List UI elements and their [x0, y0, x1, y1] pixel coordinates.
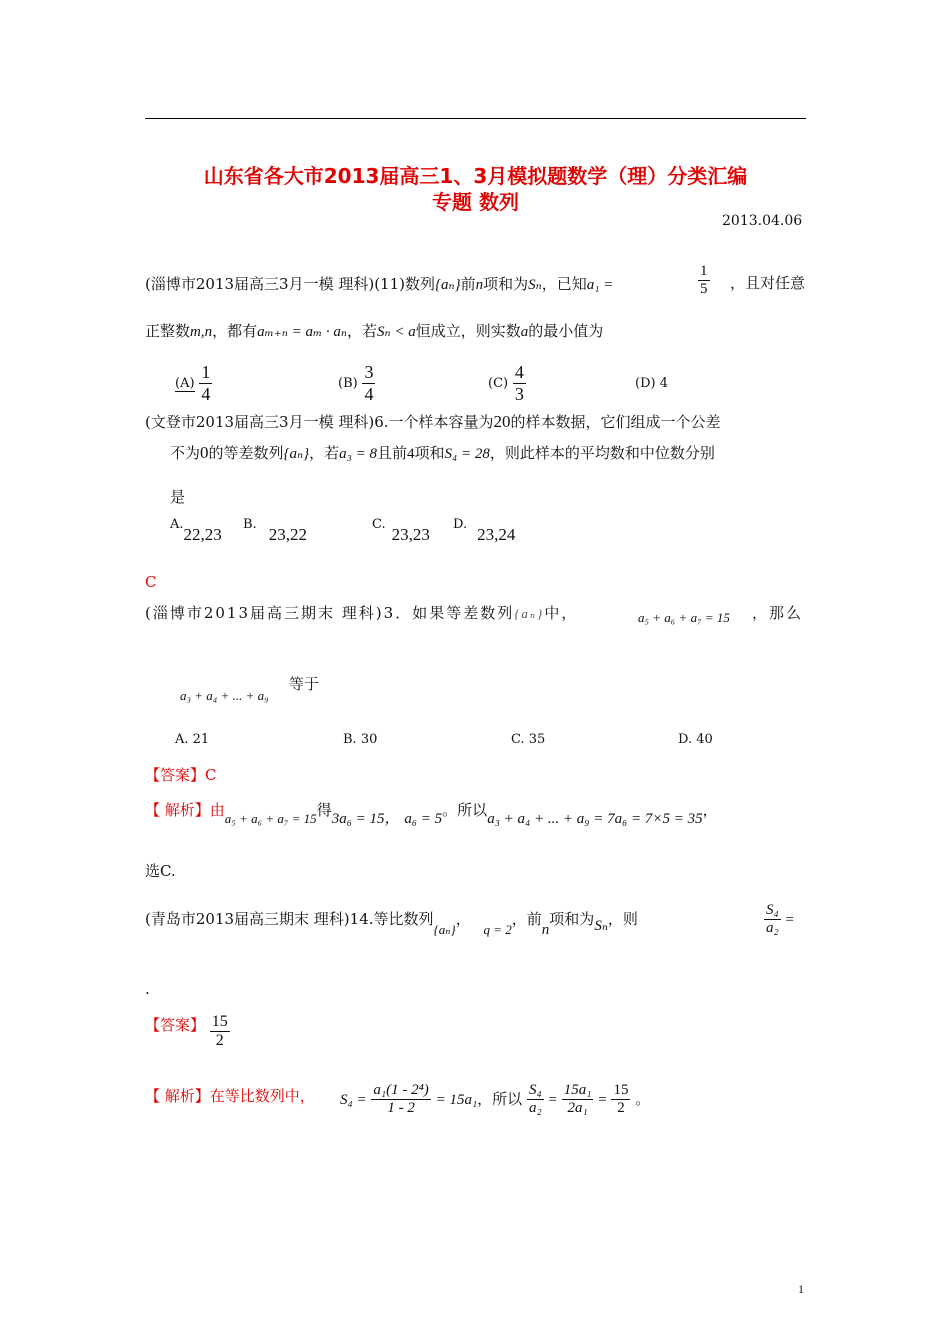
header-rule	[145, 118, 806, 119]
q4-analysis: 【 解析】在等比数列中，	[145, 1087, 315, 1105]
q1-tail: ，且对任意	[730, 274, 806, 292]
doc-date: 2013.04.06	[722, 213, 803, 229]
q2-source: (文登市2013届高三3月一模 理科)6.	[145, 413, 389, 431]
q1-line2: 正整数m,n，都有aₘ₊ₙ = aₘ · aₙ，若Sₙ < a恒成立，则实数a的最小值为	[145, 322, 604, 340]
q4-source: (青岛市2013届高三期末 理科)14.	[145, 910, 374, 928]
q3-line1: (淄博市2013届高三期末 理科)3．如果等差数列{aₙ}中，	[145, 604, 579, 622]
q1-option-a[interactable]: (A) $\frac{1}{4}$	[175, 362, 211, 404]
q4-line1: (青岛市2013届高三期末 理科)14.等比数列{aₙ}， q = 2，前n项和为Sₙ，则	[145, 910, 638, 938]
q4-analysis-label: 【 解析】	[145, 1087, 210, 1105]
q2-answer: C	[145, 573, 157, 591]
q3-condition: a₅ + a₆ + a₇ = 15	[638, 610, 730, 625]
q4-answer: 【答案】 $\frac{15}{2}$	[145, 1013, 228, 1050]
q2-option-a[interactable]: A.22,23	[170, 517, 222, 544]
q3-option-a[interactable]: A. 21	[175, 732, 210, 747]
page-number: 1	[798, 1282, 804, 1296]
q3-option-d[interactable]: D. 40	[678, 732, 713, 747]
q2-option-b[interactable]: B.23,22	[243, 517, 307, 544]
q3-option-c[interactable]: C. 35	[511, 732, 546, 747]
q2-line3: 是	[170, 488, 186, 506]
q2-line1: (文登市2013届高三3月一模 理科)6.一个样本容量为20的样本数据，它们组成一个公差	[145, 412, 721, 431]
q1-seq: {aₙ}	[435, 277, 461, 293]
q2-option-d[interactable]: D.23,24	[453, 517, 516, 544]
q1-line1: (淄博市2013届高三3月一模 理科)(11)数列{aₙ}前n项和为Sₙ，已知a₁ =	[145, 275, 614, 293]
q3-conclusion: 选C.	[145, 862, 176, 880]
q1-a1-frac: $\frac{1}{5}$	[700, 263, 708, 298]
doc-title: 山东省各大市2013届高三1、3月模拟题数学（理）分类汇编	[203, 164, 748, 188]
q3-equals-text: 等于	[289, 675, 320, 693]
doc-subtitle: 专题 数列	[432, 190, 519, 214]
q3-analysis-label: 【 解析】	[145, 801, 210, 819]
q3-expression: a₃ + a₄ + ... + a₉	[180, 688, 269, 703]
q1-option-c[interactable]: (C) $\frac{4}{3}$	[488, 362, 524, 404]
q3-tail: ，那么	[752, 604, 804, 622]
q1-option-d[interactable]: (D) 4	[635, 376, 668, 391]
q1-option-b[interactable]: (B) $\frac{3}{4}$	[338, 362, 374, 404]
q3-analysis: 【 解析】由a₅ + a₆ + a₇ = 15得3a₆ = 15， a₆ = 5。所以a₃ + a₄ + ... + a₉ = 7a₆ = 7×5 = 35，	[145, 801, 718, 827]
q4-ratio: $\frac{\text{S₄}}{\text{a₂}}$ =	[766, 902, 794, 937]
q3-answer: 【答案】C	[145, 766, 217, 784]
q3-source: (淄博市2013届高三期末 理科)3．	[145, 604, 413, 622]
q1-source: (淄博市2013届高三3月一模 理科)(11)	[145, 275, 405, 293]
q1-formula: aₘ₊ₙ = aₘ · aₙ	[257, 324, 347, 340]
q2-line2: 不为0的等差数列{aₙ}，若a₃ = 8且前4项和S₄ = 28，则此样本的平均数和中位数分别	[170, 443, 715, 462]
q3-option-b[interactable]: B. 30	[343, 732, 378, 747]
q4-blank: .	[145, 980, 150, 998]
q4-analysis-formula: S₄ = $\frac{\text{a₁(1 - 2⁴)}}{1 - 2}$ = 15a₁，所以 $\frac{\text{S₄}}{\text{a₂}}$ = $\frac{\text{15a₁}}{\text{2a₁}}$ = $\frac{15}{2}$ 。	[340, 1082, 651, 1117]
q2-option-c[interactable]: C.23,23	[372, 517, 430, 544]
